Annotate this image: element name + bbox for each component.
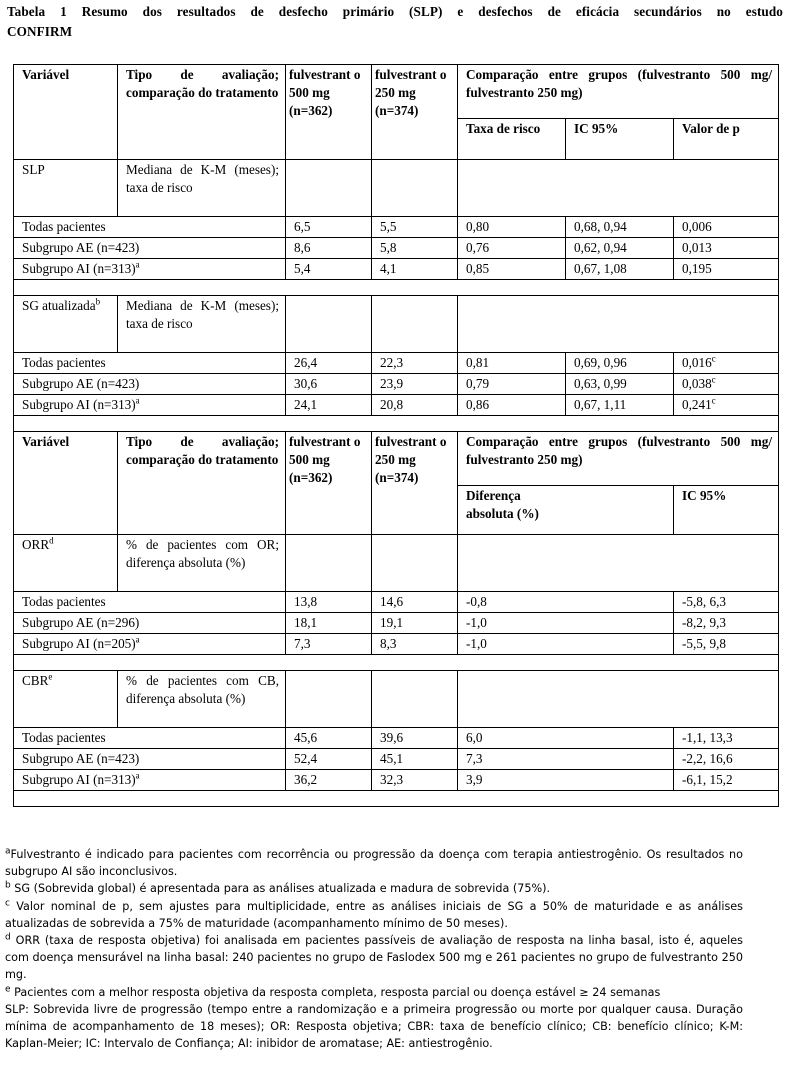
footnote-mark: c	[711, 353, 716, 364]
footnote-e	[5, 984, 743, 1001]
cell-500: 8,6	[286, 238, 372, 259]
footnote-text: Pacientes com a melhor resposta objetiva da resposta completa, resposta parcial ou doença estável ≥ 24 semanas	[10, 985, 661, 999]
footnote-mark: a	[135, 259, 140, 270]
cell-250: 19,1	[372, 613, 458, 634]
row-label: Subgrupo AE (n=423)	[14, 238, 286, 259]
table-row	[14, 238, 779, 259]
cell-hr: 0,76	[458, 238, 566, 259]
sub-header-ci: IC 95%	[566, 118, 674, 159]
table-row	[14, 749, 779, 770]
caption-line-1: Tabela 1 Resumo dos resultados de desfecho primário (SLP) e desfechos de eficácia secundários no estudo	[7, 4, 783, 19]
header-variable: Variável	[14, 432, 118, 535]
cell-250: 45,1	[372, 749, 458, 770]
spacer-row	[14, 416, 779, 432]
cell-diff: 7,3	[458, 749, 674, 770]
row-label: Todas pacientes	[14, 353, 286, 374]
cell-250: 5,8	[372, 238, 458, 259]
cell-p	[674, 353, 779, 374]
footnote-a	[5, 846, 743, 880]
cell-diff: -1,0	[458, 634, 674, 655]
slp-assessment: Mediana de K-M (meses); taxa de risco	[118, 160, 286, 217]
cell-500: 6,5	[286, 217, 372, 238]
table-row	[14, 259, 779, 280]
cell-250: 8,3	[372, 634, 458, 655]
header-row-a	[14, 65, 779, 119]
cell-500: 45,6	[286, 728, 372, 749]
table-row	[14, 353, 779, 374]
footnote-d	[5, 932, 743, 984]
sub-header-ci: IC 95%	[674, 485, 779, 534]
slp-label: SLP	[14, 160, 118, 217]
cell-ci: -6,1, 15,2	[674, 770, 779, 791]
header-comparison: Comparação entre grupos (fulvestranto 500 mg/ fulvestranto 250 mg)	[458, 65, 779, 119]
cell-250: 20,8	[372, 395, 458, 416]
cell-ci: -1,1, 13,3	[674, 728, 779, 749]
cell-500: 7,3	[286, 634, 372, 655]
p-value: 0,038	[682, 376, 712, 391]
footnote-mark: b	[95, 296, 101, 307]
header-arm-500: fulvestrant o 500 mg (n=362)	[286, 65, 372, 160]
cell-diff: -1,0	[458, 613, 674, 634]
table-row	[14, 634, 779, 655]
table-row	[14, 592, 779, 613]
footnote-mark: a	[5, 846, 11, 857]
cell-250: 23,9	[372, 374, 458, 395]
sub-header-diff: Diferença absoluta (%)	[458, 485, 674, 534]
row-label	[14, 395, 286, 416]
footnote-text: Valor nominal de p, sem ajustes para multiplicidade, entre as análises iniciais de SG a 50% de maturidade e as análises atualizadas de sobrevida a 75% de maturidade (acompanhamento mínimo de 50 meses).	[5, 899, 743, 930]
row-label: Todas pacientes	[14, 728, 286, 749]
sg-section-row	[14, 296, 779, 353]
cbr-assessment: % de pacientes com CB, diferença absoluta (%)	[118, 671, 286, 728]
cell-diff: 3,9	[458, 770, 674, 791]
cell-ci: 0,63, 0,99	[566, 374, 674, 395]
orr-assessment: % de pacientes com OR; diferença absoluta (%)	[118, 535, 286, 592]
sg-label-text: SG atualizada	[22, 298, 96, 313]
footnote-mark: b	[5, 880, 11, 891]
cell-250: 14,6	[372, 592, 458, 613]
footnote-mark: a	[135, 634, 140, 645]
sub-header-hr: Taxa de risco	[458, 118, 566, 159]
cell-ci: -8,2, 9,3	[674, 613, 779, 634]
cell-p	[674, 395, 779, 416]
row-label: Subgrupo AE (n=296)	[14, 613, 286, 634]
cell-diff: -0,8	[458, 592, 674, 613]
footnote-b	[5, 880, 743, 897]
cell-p: 0,013	[674, 238, 779, 259]
header-arm-500: fulvestrant o 500 mg (n=362)	[286, 432, 372, 535]
row-label	[14, 770, 286, 791]
orr-label-text: ORR	[22, 537, 50, 552]
cell-p	[674, 374, 779, 395]
footnote-mark: a	[135, 770, 140, 781]
cbr-label-text: CBR	[22, 673, 49, 688]
footnote-text: ORR (taxa de resposta objetiva) foi analisada em pacientes passíveis de avaliação de resposta na linha basal, isto é, aqueles com doença mensurável na linha basal: 240 pacientes no grupo de Faslodex 500 mg e 261 pacientes no grupo de fulvestranto 250 mg.	[5, 934, 743, 982]
results-table	[13, 64, 779, 807]
table-row	[14, 217, 779, 238]
header-variable: Variável	[14, 65, 118, 160]
sg-label	[14, 296, 118, 353]
row-label: Todas pacientes	[14, 592, 286, 613]
cell-ci: 0,62, 0,94	[566, 238, 674, 259]
abbreviations: SLP: Sobrevida livre de progressão (tempo entre a randomização e a primeira progressão ou morte por qualquer causa. Duração mínima de acompanhamento de 18 meses); OR: Resposta objetiva; CBR: taxa de benefício clínico; CB: benefício clínico; K-M: Kaplan-Meier; IC: Intervalo de Confiança; AI: inibidor de aromatase; AE: antiestrogênio.	[5, 1002, 743, 1051]
header-arm-250: fulvestrant o 250 mg (n=374)	[372, 65, 458, 160]
cell-ci: -2,2, 16,6	[674, 749, 779, 770]
row-label: Subgrupo AE (n=423)	[14, 374, 286, 395]
table-row	[14, 728, 779, 749]
header-row-b	[14, 432, 779, 486]
row-label: Todas pacientes	[14, 217, 286, 238]
cell-500: 18,1	[286, 613, 372, 634]
cell-500: 13,8	[286, 592, 372, 613]
orr-section-row	[14, 535, 779, 592]
cell-500: 26,4	[286, 353, 372, 374]
header-comparison: Comparação entre grupos (fulvestranto 500 mg/ fulvestranto 250 mg)	[458, 432, 779, 486]
cell-ci: 0,69, 0,96	[566, 353, 674, 374]
cell-ci: 0,67, 1,08	[566, 259, 674, 280]
cell-hr: 0,79	[458, 374, 566, 395]
cbr-section-row	[14, 671, 779, 728]
cell-250: 22,3	[372, 353, 458, 374]
cell-500: 30,6	[286, 374, 372, 395]
slp-section-row	[14, 160, 779, 217]
cell-ci: 0,67, 1,11	[566, 395, 674, 416]
cbr-label	[14, 671, 118, 728]
cell-hr: 0,80	[458, 217, 566, 238]
footnote-mark: c	[711, 395, 716, 406]
cell-p: 0,195	[674, 259, 779, 280]
footnotes	[5, 846, 743, 1052]
cell-diff: 6,0	[458, 728, 674, 749]
table-row	[14, 374, 779, 395]
cell-250: 4,1	[372, 259, 458, 280]
row-label	[14, 634, 286, 655]
footnote-mark: c	[711, 374, 716, 385]
spacer-row	[14, 280, 779, 296]
footnote-mark: d	[49, 535, 54, 546]
row-label	[14, 259, 286, 280]
sub-header-p: Valor de p	[674, 118, 779, 159]
row-label-text: Subgrupo AI (n=313)	[22, 397, 136, 412]
row-label: Subgrupo AE (n=423)	[14, 749, 286, 770]
table-caption	[7, 2, 783, 42]
table-row	[14, 613, 779, 634]
cell-500: 52,4	[286, 749, 372, 770]
header-assessment: Tipo de avaliação; comparação do tratamento	[118, 65, 286, 160]
cell-500: 36,2	[286, 770, 372, 791]
table-row	[14, 395, 779, 416]
footnote-mark: e	[48, 671, 53, 682]
cell-250: 39,6	[372, 728, 458, 749]
footnote-text: Fulvestranto é indicado para pacientes com recorrência ou progressão da doença com terapia antiestrogênio. Os resultados no subgrupo AI são inconclusivos.	[5, 848, 743, 879]
spacer-row	[14, 655, 779, 671]
footnote-mark: c	[5, 897, 10, 908]
p-value: 0,241	[682, 397, 712, 412]
header-assessment: Tipo de avaliação; comparação do tratamento	[118, 432, 286, 535]
p-value: 0,016	[682, 355, 712, 370]
footnote-c	[5, 898, 743, 932]
table-row	[14, 770, 779, 791]
spacer-row	[14, 791, 779, 807]
orr-label	[14, 535, 118, 592]
cell-hr: 0,85	[458, 259, 566, 280]
footnote-mark: e	[5, 983, 11, 994]
cell-ci: -5,5, 9,8	[674, 634, 779, 655]
caption-line-2: CONFIRM	[7, 24, 73, 39]
row-label-text: Subgrupo AI (n=313)	[22, 261, 136, 276]
cell-ci: 0,68, 0,94	[566, 217, 674, 238]
cell-hr: 0,86	[458, 395, 566, 416]
cell-ci: -5,8, 6,3	[674, 592, 779, 613]
footnote-text: SG (Sobrevida global) é apresentada para as análises atualizada e madura de sobrevida (75%).	[10, 882, 551, 896]
footnote-mark: a	[135, 395, 140, 406]
sg-assessment: Mediana de K-M (meses); taxa de risco	[118, 296, 286, 353]
cell-250: 32,3	[372, 770, 458, 791]
cell-500: 5,4	[286, 259, 372, 280]
footnote-mark: d	[5, 932, 11, 943]
cell-hr: 0,81	[458, 353, 566, 374]
cell-p: 0,006	[674, 217, 779, 238]
cell-500: 24,1	[286, 395, 372, 416]
cell-250: 5,5	[372, 217, 458, 238]
header-arm-250: fulvestrant o 250 mg (n=374)	[372, 432, 458, 535]
row-label-text: Subgrupo AI (n=205)	[22, 636, 136, 651]
row-label-text: Subgrupo AI (n=313)	[22, 772, 136, 787]
